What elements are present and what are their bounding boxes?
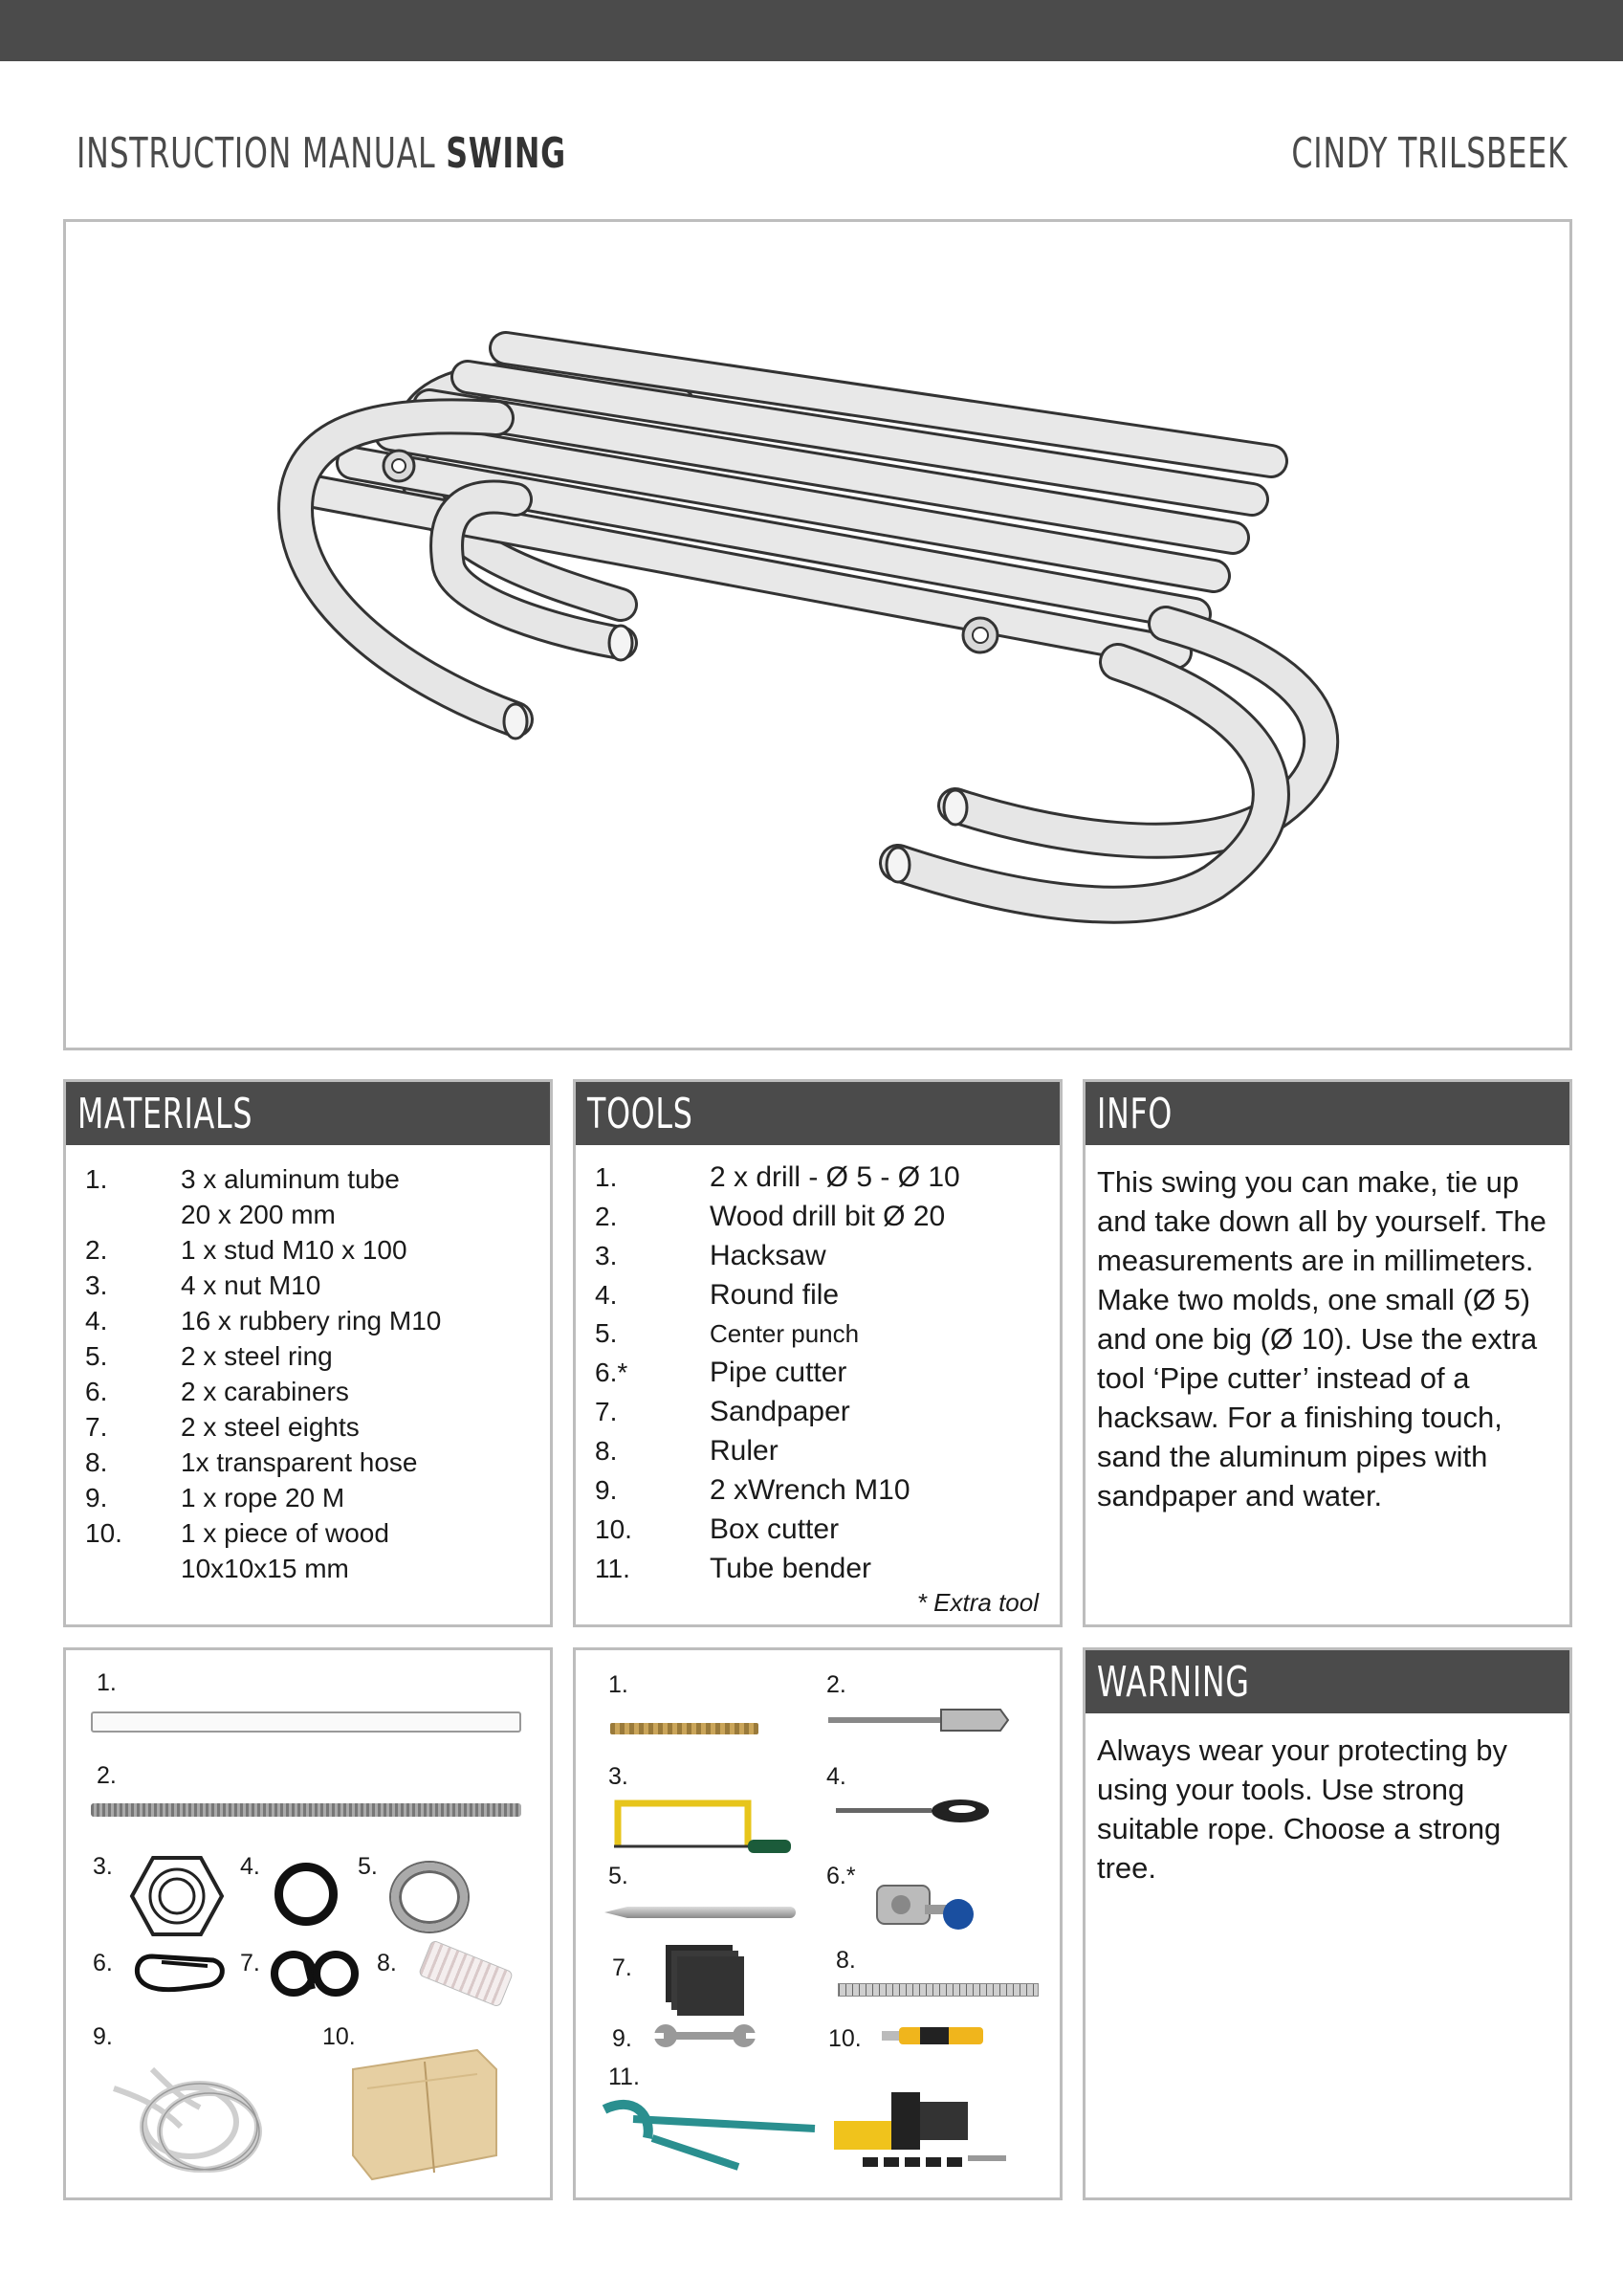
tool-label-3: 3.	[608, 1763, 628, 1790]
tool-label-10: 10.	[828, 2025, 862, 2052]
hacksaw-image	[604, 1794, 796, 1861]
drill-bit-image	[610, 1723, 758, 1734]
mat-label-7: 7.	[240, 1950, 260, 1976]
threaded-stud-image	[91, 1803, 521, 1817]
steel-eight-image	[267, 1945, 362, 2002]
tool-label-8: 8.	[836, 1947, 856, 1974]
transparent-hose-image	[418, 1939, 514, 2008]
center-punch-image	[604, 1907, 796, 1918]
info-panel	[1083, 1079, 1572, 1627]
sandpaper-image	[656, 1943, 752, 2020]
rope-image	[95, 2041, 276, 2184]
aluminum-tube-image	[91, 1711, 521, 1733]
title-bold: SWING	[446, 129, 566, 178]
mat-label-1: 1.	[97, 1669, 117, 1696]
tube-bender-image	[595, 2090, 824, 2186]
title-prefix: INSTRUCTION MANUAL	[77, 129, 436, 178]
tool-label-11: 11.	[608, 2064, 640, 2090]
wood-block-image	[334, 2041, 506, 2184]
tool-label-4: 4.	[826, 1763, 846, 1790]
box-cutter-image	[882, 2021, 987, 2050]
wood-drill-bit-image	[828, 1706, 1010, 1734]
materials-header	[66, 1082, 550, 1145]
info-header	[1086, 1082, 1569, 1145]
warning-text: Always wear your protecting by using your tools. Use strong suitable rope. Choose a strong tree.	[1097, 1733, 1508, 1885]
materials-panel: MATERIALS 1. 3 x aluminum tube 20 x 200 mm 2. 1 x stud M10 x 100 3. 4 x nut M10 4. 16 x rubbery ring M10 5. 2 x steel ring 6. 2 x carabiners 7. 2 x steel eights 8. 1x transparent hose 9. 1 x rope 20 M 10. 1 x piece of wood 10x10x15 mm	[63, 1079, 553, 1627]
materials-images-panel	[63, 1647, 553, 2200]
rubber-ring-image	[274, 1863, 338, 1926]
round-file-image	[836, 1792, 989, 1830]
tools-heading: TOOLS	[587, 1090, 693, 1138]
swing-drawing	[66, 222, 1569, 1048]
materials-heading: MATERIALS	[77, 1090, 253, 1138]
warning-header	[1086, 1650, 1569, 1713]
warning-heading: WARNING	[1097, 1658, 1250, 1707]
warning-panel	[1083, 1647, 1572, 2200]
mat-label-9: 9.	[93, 2023, 113, 2050]
tools-header	[576, 1082, 1060, 1145]
tool-label-9: 9.	[612, 2025, 632, 2052]
tool-label-7: 7.	[612, 1954, 632, 1981]
mat-label-4: 4.	[240, 1853, 260, 1880]
tool-label-1: 1.	[608, 1671, 628, 1698]
tool-label-5: 5.	[608, 1863, 628, 1889]
extra-tool-footnote: * Extra tool	[916, 1588, 1039, 1617]
carabiner-image	[133, 1949, 229, 1997]
author-name: CINDY TRILSBEEK	[1290, 129, 1568, 178]
mat-label-2: 2.	[97, 1762, 117, 1789]
mat-label-8: 8.	[377, 1950, 397, 1976]
manual-title	[77, 129, 566, 178]
ruler-image	[838, 1983, 1039, 1997]
tools-panel: TOOLS 1. 2 x drill - Ø 5 - Ø 10 2. Wood drill bit Ø 20 3. Hacksaw 4. Round file 5. Center punch 6.* Pipe cutter 7. Sandpaper 8. Ruler 9. 2 xWrench M10 10. Box cutter 11. Tube bender * Extra tool	[573, 1079, 1063, 1627]
mat-label-3: 3.	[93, 1853, 113, 1880]
top-bar	[0, 0, 1623, 61]
wrench-image	[652, 2021, 757, 2050]
info-text: This swing you can make, tie up and take down all by yourself. The measurements are in millimeters. Make two molds, one small (Ø 5) and one big (Ø 10). Use the extra tool ‘Pipe cutter’ instead of a hacksaw. For a finishing touch, sand the aluminum pipes with sandpaper and water.	[1097, 1165, 1546, 1512]
tube-bender-kit-image	[824, 2083, 1016, 2178]
steel-ring-image	[391, 1863, 468, 1932]
front-right-hook	[898, 662, 1271, 905]
tool-label-6: 6.*	[826, 1863, 856, 1889]
nut-image	[129, 1853, 225, 1939]
mat-label-6: 6.	[93, 1950, 113, 1976]
pipe-cutter-image	[872, 1876, 977, 1943]
tools-images-panel	[573, 1647, 1063, 2200]
swing-illustration	[63, 219, 1572, 1050]
info-heading: INFO	[1097, 1090, 1173, 1138]
mat-label-10: 10.	[322, 2023, 356, 2050]
tool-label-2: 2.	[826, 1671, 846, 1698]
mat-label-5: 5.	[358, 1853, 378, 1880]
